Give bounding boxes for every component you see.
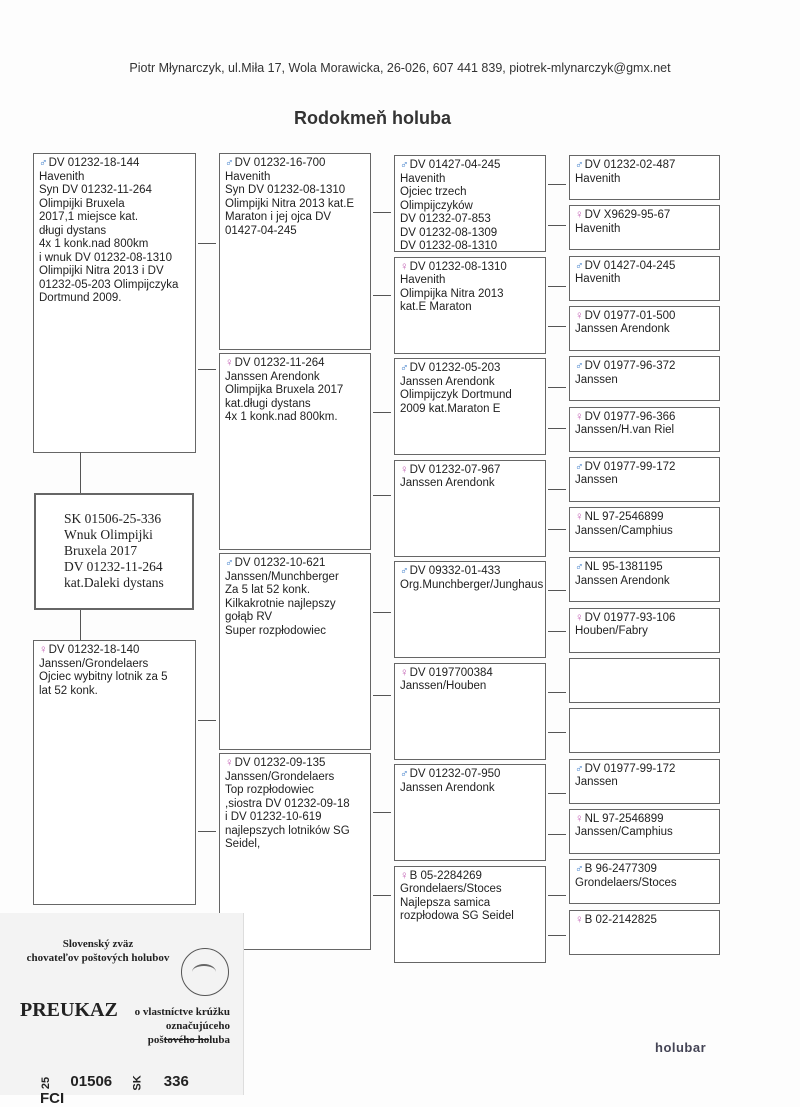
ancestor-note: Olimpijka Nitra 2013 — [400, 287, 504, 300]
ancestor-breeder: Havenith — [225, 170, 271, 183]
pedigree-ancestor-box — [569, 658, 720, 703]
ring-number: DV 01977-99-172 — [584, 460, 676, 473]
pedigree-ancestor-box — [569, 356, 720, 401]
ancestor-note: Olimpijka Bruxela 2017 — [225, 384, 344, 396]
ring-number: DV 01232-18-144 — [48, 157, 140, 169]
pedigree-ancestor-box — [219, 153, 371, 350]
ring-country: SK — [131, 1075, 144, 1091]
card-org-line: Slovenský zväz — [62, 938, 134, 950]
ancestor-note: Najlepsza samica — [400, 896, 491, 909]
ancestor-note: Dortmund 2009. — [39, 292, 122, 304]
pedigree-ancestor-box — [569, 407, 720, 452]
ancestor-breeder: Grondelaers/Stoces — [575, 876, 677, 889]
ancestor-note: 2009 kat.Maraton E — [400, 402, 501, 415]
ring-number: DV 01232-07-950 — [409, 768, 501, 780]
connector-line — [548, 732, 566, 733]
connector-line — [548, 529, 566, 530]
ancestor-note: Seidel, — [225, 838, 261, 850]
ancestor-breeder: Havenith — [575, 172, 621, 185]
connector-line — [373, 612, 391, 613]
ancestor-ring — [575, 260, 714, 274]
ancestor-note: Olimpijki Bruxela — [39, 197, 125, 210]
ring-number: NL 97-2546899 — [584, 812, 664, 825]
ring-number: DV 01977-96-372 — [584, 360, 676, 373]
female-symbol-icon: ♀ — [225, 357, 234, 369]
text: poš — [147, 1034, 164, 1046]
ring-number: DV 01232-02-487 — [584, 159, 676, 171]
male-symbol-icon: ♂ — [400, 768, 409, 780]
ring-number: DV 01232-18-140 — [48, 644, 140, 656]
pedigree-ancestor-box — [569, 608, 720, 653]
pedigree-ancestor-box — [33, 640, 196, 905]
ancestor-breeder: Havenith — [39, 170, 85, 183]
ancestor-ring — [575, 310, 714, 324]
ancestor-note: i wnuk DV 01232-08-1310 — [39, 251, 172, 264]
pedigree-ancestor-box — [219, 353, 371, 550]
female-symbol-icon: ♀ — [575, 410, 584, 423]
male-symbol-icon: ♂ — [400, 362, 409, 374]
ring-number: DV 01427-04-245 — [584, 259, 676, 272]
ancestor-note: 4x 1 konk.nad 800km. — [225, 411, 338, 423]
card-sub-line: o vlastníctve krúžku — [134, 1006, 230, 1018]
ancestor-breeder: Janssen Arendonk — [575, 574, 670, 587]
ancestor-ring — [400, 159, 540, 173]
connector-line — [373, 495, 391, 496]
ancestor-note: 4x 1 konk.nad 800km — [39, 238, 149, 250]
ancestor-note: kat.E Maraton — [400, 301, 472, 313]
connector-line — [80, 452, 81, 493]
ancestor-breeder: Houben/Fabry — [575, 625, 648, 638]
ancestor-breeder: Janssen — [575, 373, 618, 386]
ancestor-ring — [575, 411, 714, 425]
ancestor-ring — [575, 561, 714, 575]
connector-line — [548, 326, 566, 327]
card-subtitle — [120, 1005, 230, 1047]
ancestor-note: gołąb RV — [225, 611, 273, 623]
ancestor-breeder: Janssen — [575, 474, 618, 487]
ancestor-ring — [400, 464, 540, 478]
ring-number: DV 09332-01-433 — [409, 565, 501, 577]
ancestor-note: Olimpijczyków — [400, 199, 473, 212]
male-symbol-icon: ♂ — [575, 259, 584, 272]
ancestor-ring — [575, 511, 714, 525]
pedigree-ancestor-box — [569, 708, 720, 753]
ancestor-ring — [400, 362, 540, 376]
ancestor-ring — [39, 644, 190, 658]
ancestor-ring — [400, 667, 540, 681]
connector-line — [373, 695, 391, 696]
ring-club: 01506 — [70, 1073, 113, 1090]
ring-number: DV 01977-96-366 — [584, 410, 676, 423]
card-organization — [18, 937, 178, 965]
female-symbol-icon: ♀ — [400, 869, 409, 882]
ancestor-note: ,siostra DV 01232-09-18 — [225, 797, 350, 810]
dove-seal-icon — [181, 948, 229, 996]
ancestor-breeder: Havenith — [575, 273, 621, 286]
pedigree-ancestor-box — [569, 910, 720, 955]
ancestor-note: Super rozpłodowiec — [225, 624, 327, 637]
pedigree-ancestor-box — [569, 557, 720, 602]
connector-line — [373, 212, 391, 213]
ring-number: DV X9629-95-67 — [584, 209, 671, 222]
ancestor-ring — [575, 813, 714, 827]
ancestor-ring — [575, 461, 714, 475]
card-sub-line: označujúceho — [165, 1020, 230, 1032]
holubar-logo: holubar — [655, 1040, 707, 1055]
connector-line — [548, 834, 566, 835]
ancestor-breeder: Janssen/Camphius — [575, 826, 673, 839]
pedigree-ancestor-box — [569, 306, 720, 351]
female-symbol-icon: ♀ — [39, 644, 48, 656]
ancestor-note: Maraton i jej ojca DV — [225, 211, 332, 223]
male-symbol-icon: ♂ — [39, 157, 48, 169]
subject-line: Bruxela 2017 — [64, 543, 138, 558]
connector-line — [548, 935, 566, 936]
connector-line — [548, 489, 566, 490]
female-symbol-icon: ♀ — [225, 757, 234, 769]
pedigree-ancestor-box — [394, 257, 546, 354]
ancestor-ring — [225, 557, 365, 571]
female-symbol-icon: ♀ — [575, 913, 584, 926]
ancestor-ring — [575, 863, 714, 877]
pedigree-ancestor-box — [569, 809, 720, 854]
ring-serial: 336 — [163, 1073, 189, 1090]
connector-line — [198, 831, 216, 832]
ring-fci: FCI — [40, 1090, 65, 1107]
ring-year: 25 — [40, 1076, 53, 1090]
pedigree-ancestor-box — [394, 358, 546, 455]
pedigree-ancestor-box — [394, 866, 546, 963]
ring-number: DV 01232-10-621 — [234, 557, 326, 569]
pedigree-ancestor-box — [569, 256, 720, 301]
ancestor-ring — [575, 159, 714, 173]
breeder-contact: Piotr Młynarczyk, ul.Miła 17, Wola Morawicka, 26-026, 607 441 839, piotrek-mlynarczyk@gmx.net — [129, 61, 671, 75]
male-symbol-icon: ♂ — [575, 360, 584, 373]
ring-number: DV 01977-93-106 — [584, 611, 676, 624]
connector-line — [548, 692, 566, 693]
ring-number: DV 01232-16-700 — [234, 157, 326, 169]
female-symbol-icon: ♀ — [400, 666, 409, 679]
ring-number: DV 01977-01-500 — [584, 309, 676, 322]
ancestor-note: Syn DV 01232-11-264 — [39, 184, 152, 196]
connector-line — [373, 895, 391, 896]
ancestor-ring — [400, 565, 540, 579]
female-symbol-icon: ♀ — [575, 209, 584, 222]
male-symbol-icon: ♂ — [575, 863, 584, 876]
ancestor-breeder: Janssen/Camphius — [575, 524, 673, 537]
ring-number: DV 01427-04-245 — [409, 159, 501, 171]
male-symbol-icon: ♂ — [575, 762, 584, 775]
connector-line — [548, 428, 566, 429]
ancestor-note: Olimpijczyk Dortmund — [400, 389, 512, 401]
card-org-line: chovateľov poštových holubov — [26, 952, 170, 964]
ancestor-ring — [575, 612, 714, 626]
male-symbol-icon: ♂ — [400, 159, 409, 171]
ring-number: NL 95-1381195 — [584, 561, 663, 574]
male-symbol-icon: ♂ — [400, 565, 409, 577]
ancestor-breeder: Havenith — [400, 274, 446, 286]
ancestor-breeder: Janssen Arendonk — [225, 370, 320, 383]
male-symbol-icon: ♂ — [225, 557, 234, 569]
ancestor-note: długi dystans — [39, 224, 107, 237]
subject-ring: SK 01506-25-336 — [64, 511, 162, 526]
subject-line: kat.Daleki dystans — [64, 575, 164, 590]
ring-number: NL 97-2546899 — [584, 511, 664, 524]
pedigree-ancestor-box — [394, 460, 546, 557]
ancestor-note: 01232-05-203 Olimpijczyka — [39, 278, 179, 291]
ancestor-breeder: Janssen/H.van Riel — [575, 424, 675, 436]
pedigree-ancestor-box — [394, 561, 546, 658]
ancestor-note: najlepszych lotników SG — [225, 824, 350, 837]
text: tového ho — [163, 1034, 210, 1046]
ring-ownership-card — [0, 913, 244, 1107]
ancestor-ring — [225, 757, 365, 771]
ancestor-ring — [400, 768, 540, 782]
ring-number: DV 01232-07-967 — [409, 463, 501, 476]
connector-line — [548, 631, 566, 632]
ancestor-note: Olimpijki Nitra 2013 kat.E — [225, 197, 355, 210]
ancestor-breeder: Havenith — [400, 172, 446, 185]
card-sub-line — [120, 1033, 230, 1047]
ancestor-ring — [225, 157, 365, 171]
ancestor-note: Syn DV 01232-08-1310 — [225, 184, 346, 196]
connector-line — [373, 295, 391, 296]
connector-line — [548, 895, 566, 896]
ancestor-note: DV 01232-08-1310 — [400, 240, 498, 252]
connector-line — [198, 369, 216, 370]
female-symbol-icon: ♀ — [575, 309, 584, 322]
pedigree-ancestor-box — [569, 859, 720, 904]
subject-line: Wnuk Olimpijki — [64, 527, 153, 542]
ring-number: DV 01232-11-264 — [234, 357, 325, 369]
female-symbol-icon: ♀ — [400, 463, 409, 476]
ancestor-breeder: Janssen Arendonk — [400, 781, 495, 794]
ring-number: B 02-2142825 — [584, 913, 657, 926]
ancestor-note: 2017,1 miejsce kat. — [39, 211, 139, 223]
page-title: Rodokmeň holuba — [294, 108, 451, 128]
ancestor-ring — [400, 870, 540, 884]
connector-line — [198, 720, 216, 721]
ancestor-ring — [400, 261, 540, 275]
ancestor-ring — [575, 209, 714, 223]
ancestor-breeder: Janssen Arendonk — [575, 323, 670, 336]
female-symbol-icon: ♀ — [575, 611, 584, 624]
ancestor-breeder: Janssen/Grondelaers — [39, 657, 149, 670]
pedigree-ancestor-box — [569, 457, 720, 502]
ancestor-note: Kilkakrotnie najlepszy — [225, 597, 336, 610]
subject-line: DV 01232-11-264 — [64, 559, 163, 574]
connector-line — [198, 243, 216, 244]
text: luba — [209, 1034, 230, 1046]
connector-line — [80, 610, 81, 640]
ancestor-note: i DV 01232-10-619 — [225, 811, 322, 823]
ancestor-note: Olimpijki Nitra 2013 i DV — [39, 265, 164, 277]
ancestor-breeder: Janssen/Grondelaers — [225, 770, 335, 783]
subject-pigeon-box — [34, 493, 194, 610]
ancestor-note: lat 52 konk. — [39, 684, 98, 697]
connector-line — [548, 184, 566, 185]
ancestor-note: rozpłodowa SG Seidel — [400, 910, 514, 922]
ancestor-note: Ojciec wybitny lotnik za 5 — [39, 671, 168, 683]
ancestor-breeder: Janssen — [575, 776, 618, 789]
ancestor-note: kat.długi dystans — [225, 397, 311, 410]
ancestor-breeder: Grondelaers/Stoces — [400, 883, 502, 895]
ancestor-note: Ojciec trzech — [400, 186, 467, 198]
pedigree-ancestor-box — [569, 759, 720, 804]
pedigree-ancestor-box — [569, 205, 720, 250]
card-title: PREUKAZ — [20, 999, 118, 1021]
pedigree-ancestor-box — [394, 663, 546, 760]
ring-number: DV 01232-08-1310 — [409, 260, 507, 273]
ancestor-note: 01427-04-245 — [225, 224, 297, 237]
connector-line — [373, 412, 391, 413]
connector-line — [373, 812, 391, 813]
ring-number: DV 01232-09-135 — [234, 757, 326, 769]
ancestor-ring — [225, 357, 365, 371]
ancestor-breeder: Janssen Arendonk — [400, 477, 495, 489]
pedigree-ancestor-box — [394, 155, 546, 252]
connector-line — [548, 387, 566, 388]
male-symbol-icon: ♂ — [225, 157, 234, 169]
ancestor-note: Top rozpłodowiec — [225, 784, 314, 796]
female-symbol-icon: ♀ — [575, 511, 584, 524]
ancestor-ring — [575, 360, 714, 374]
male-symbol-icon: ♂ — [575, 460, 584, 473]
ancestor-breeder: Janssen/Houben — [400, 680, 487, 692]
ancestor-breeder: Janssen/Munchberger — [225, 570, 339, 583]
pedigree-ancestor-box — [569, 507, 720, 552]
ring-number: DV 01232-05-203 — [409, 362, 501, 374]
ancestor-breeder: Janssen Arendonk — [400, 375, 495, 388]
ring-number: B 96-2477309 — [584, 863, 657, 876]
connector-line — [548, 286, 566, 287]
ancestor-ring — [575, 914, 714, 928]
pedigree-ancestor-box — [33, 153, 196, 453]
ancestor-breeder: Org.Munchberger/Junghaus — [400, 578, 544, 591]
pedigree-ancestor-box — [394, 764, 546, 861]
male-symbol-icon: ♂ — [575, 159, 584, 171]
ring-number: DV 01977-99-172 — [584, 762, 676, 775]
ancestor-note: DV 01232-07-853 — [400, 213, 491, 225]
female-symbol-icon: ♀ — [575, 812, 584, 825]
connector-line — [548, 225, 566, 226]
ancestor-note: DV 01232-08-1309 — [400, 226, 498, 239]
ancestor-breeder: Havenith — [575, 222, 621, 235]
ring-number: B 05-2284269 — [409, 869, 482, 882]
female-symbol-icon: ♀ — [400, 260, 409, 273]
ring-number — [40, 1073, 243, 1107]
ancestor-note: Za 5 lat 52 konk. — [225, 584, 311, 596]
connector-line — [548, 590, 566, 591]
ring-number: DV 0197700384 — [409, 666, 493, 679]
pedigree-ancestor-box — [219, 553, 371, 750]
male-symbol-icon: ♂ — [575, 561, 584, 574]
ancestor-ring — [39, 157, 190, 171]
connector-line — [548, 793, 566, 794]
pedigree-ancestor-box — [569, 155, 720, 200]
ancestor-ring — [575, 763, 714, 777]
